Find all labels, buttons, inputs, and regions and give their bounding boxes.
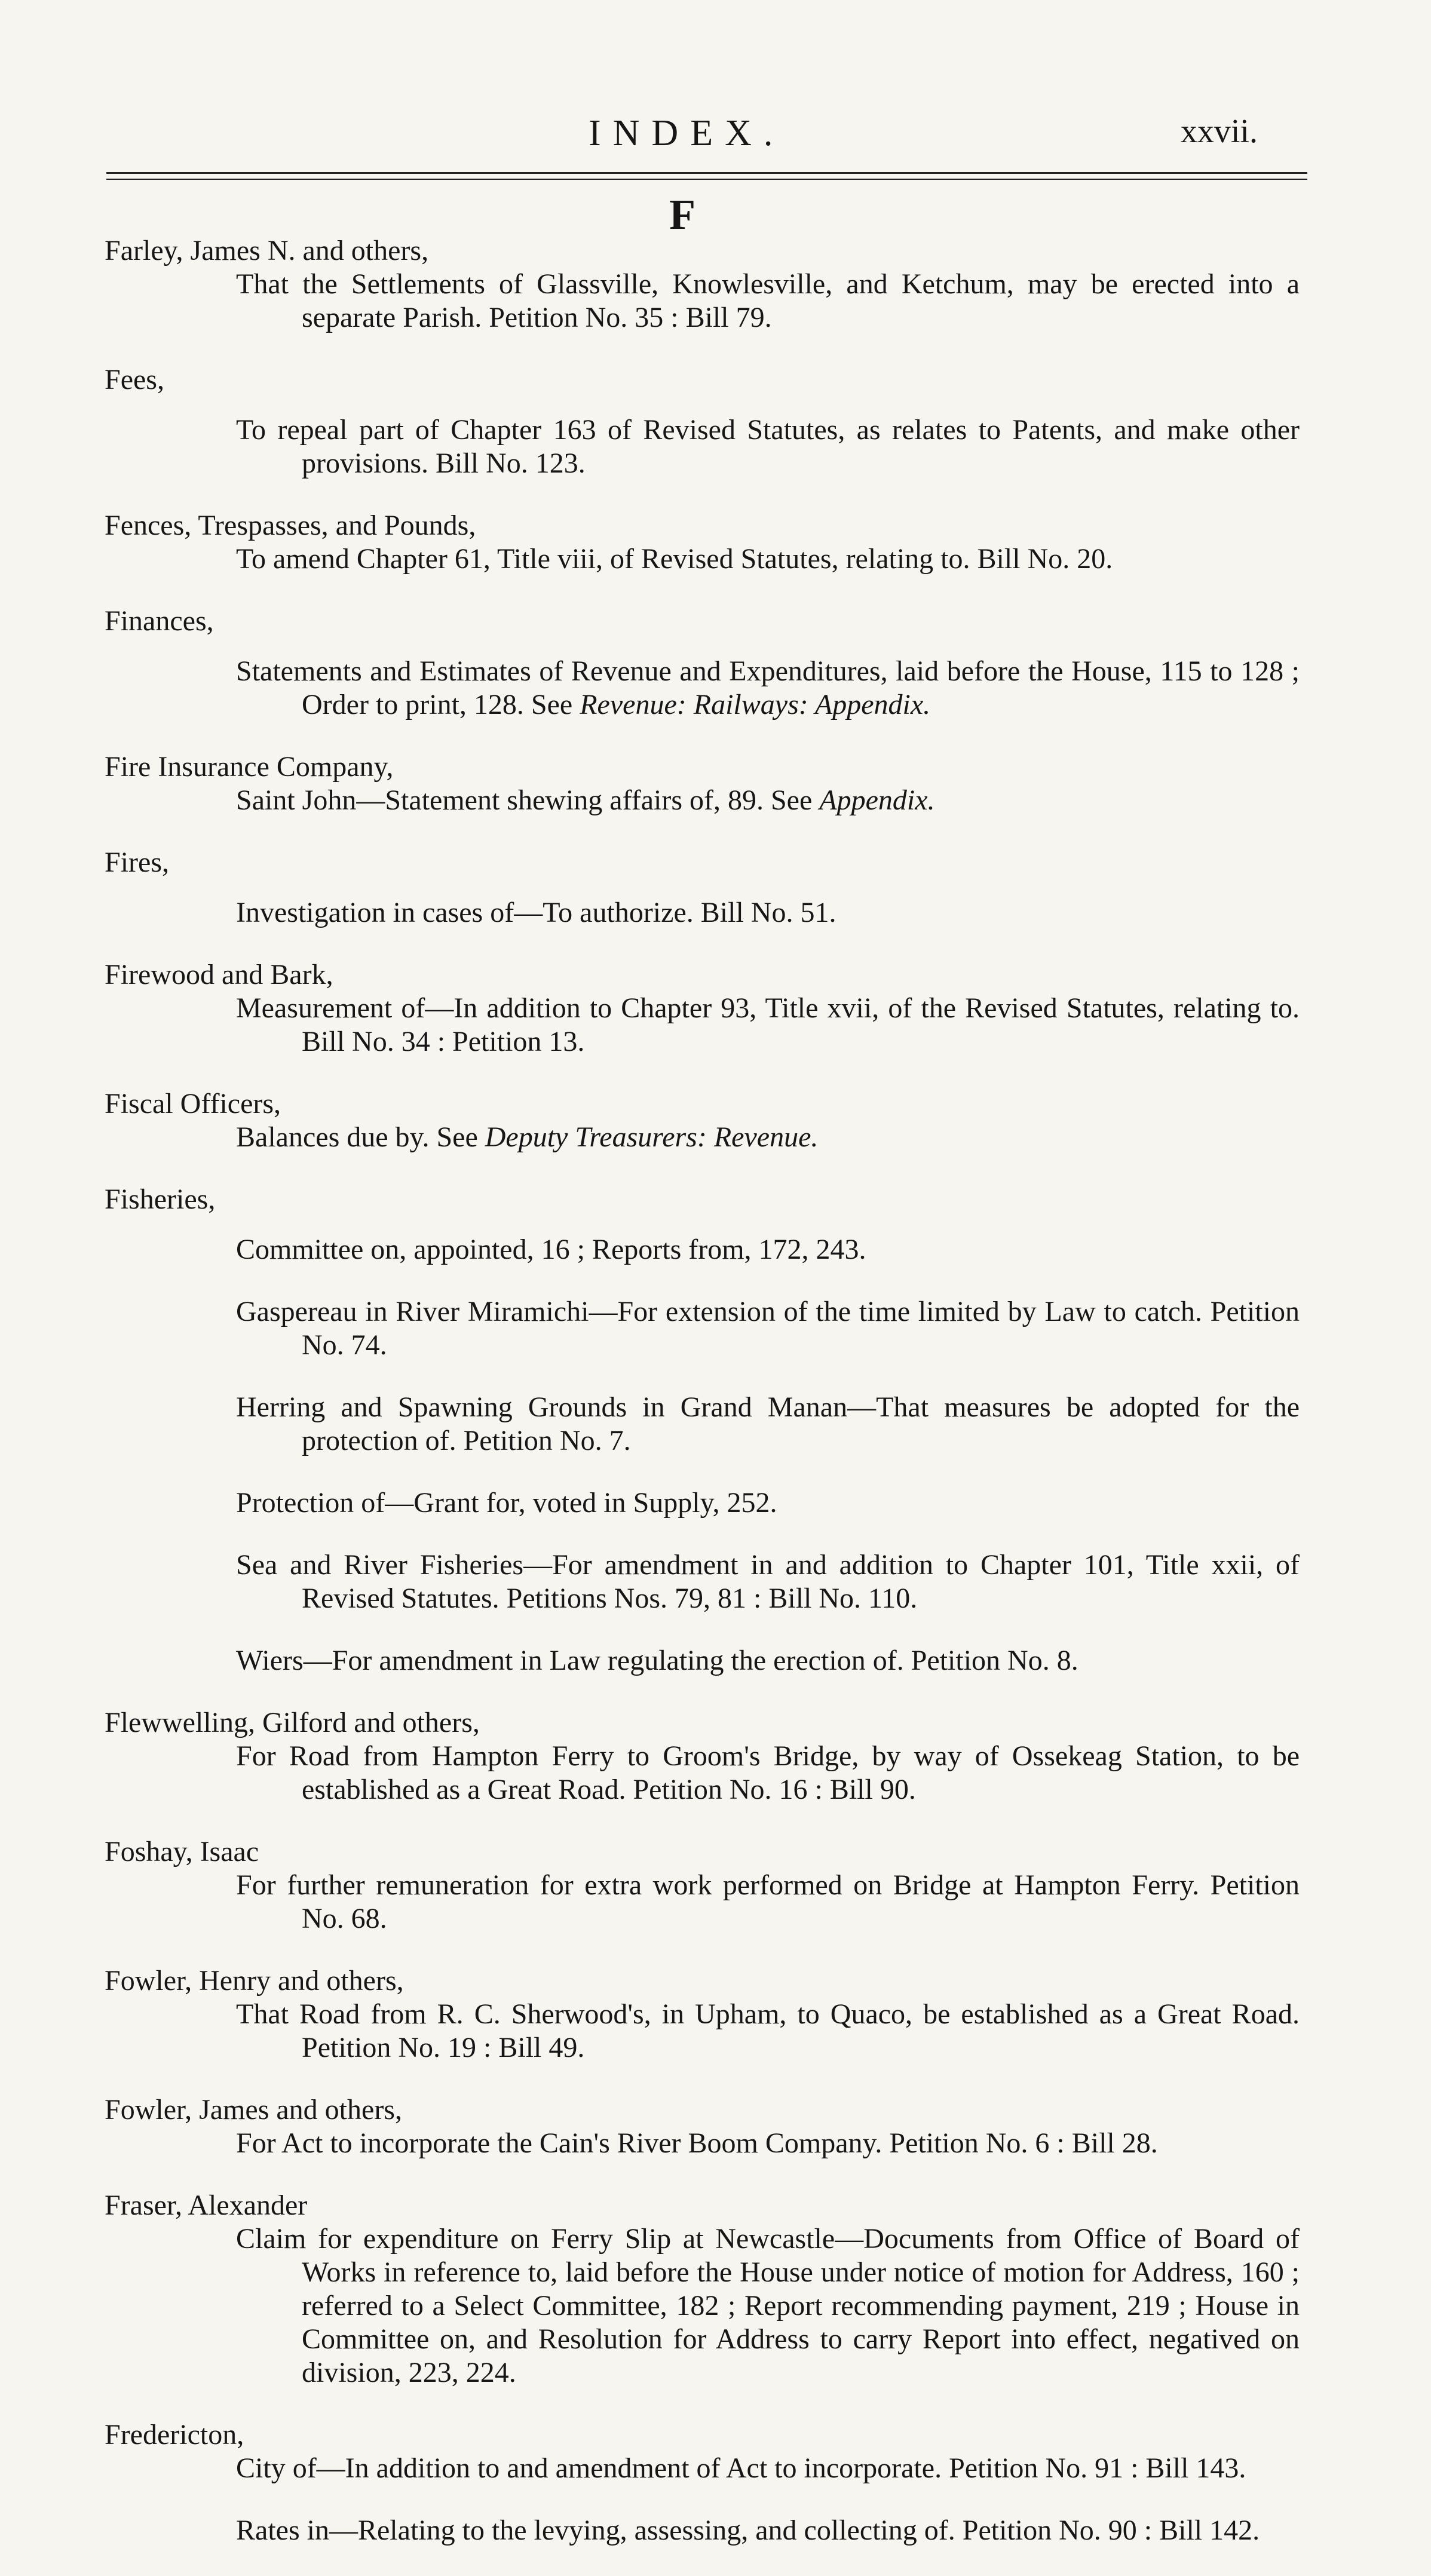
see-reference: Revenue: Railways: Appendix.: [580, 689, 931, 720]
entry-heading: Farley, James N. and others,: [105, 235, 429, 266]
entry-subentry: [170, 1740, 1300, 1807]
entry-subentry: [170, 784, 1300, 817]
subentry-text: For further remuneration for extra work performed on Bridge at Hampton Ferry. Petition No. 68.: [236, 1869, 1300, 1934]
index-entry: [105, 846, 1300, 930]
index-entry: [105, 605, 1300, 722]
entry-subentry: [170, 1998, 1300, 2065]
subentry-text: Investigation in cases of—To authorize. Bill No. 51.: [236, 897, 836, 928]
entry-subentry: [170, 413, 1300, 480]
entry-heading: Fiscal Officers,: [105, 1088, 281, 1120]
subentry-text: For Road from Hampton Ferry to Groom's Bridge, by way of Ossekeag Station, to be established as a Great Road. Petition No. 16 : Bill 90.: [236, 1740, 1300, 1805]
index-entry: [105, 509, 1300, 576]
entry-heading: Fees,: [105, 364, 164, 395]
entry-subentry: [170, 2222, 1300, 2390]
subentry-text: To amend Chapter 61, Title viii, of Revised Statutes, relating to. Bill No. 20.: [236, 543, 1113, 575]
entry-subentry: [170, 1121, 1300, 1154]
entry-subentry: [170, 2127, 1300, 2160]
index-entry: [105, 2418, 1300, 2547]
entry-heading: Foshay, Isaac: [105, 1836, 259, 1867]
index-entry: [105, 958, 1300, 1059]
entry-heading: Fences, Trespasses, and Pounds,: [105, 510, 476, 541]
index-entries: [105, 234, 1300, 2576]
subentry-text: That Road from R. C. Sherwood's, in Upham, to Quaco, be established as a Great Road. Petition No. 19 : Bill 49.: [236, 1998, 1300, 2063]
entry-subentry: [170, 992, 1300, 1059]
entry-subentry: [170, 2452, 1300, 2485]
entry-subentry: [170, 896, 1300, 930]
subentry-text: Measurement of—In addition to Chapter 93, Title xvii, of the Revised Statutes, relating to. Bill No. 34 : Petition 13.: [236, 992, 1300, 1057]
index-entry: [105, 2093, 1300, 2160]
entry-heading: Flewwelling, Gilford and others,: [105, 1707, 480, 1738]
entry-heading: Fredericton,: [105, 2419, 244, 2451]
subentry-text: City of—In addition to and amendment of Act to incorporate. Petition No. 91 : Bill 143.: [236, 2452, 1246, 2484]
index-entry: [105, 363, 1300, 480]
subentry-text: Claim for expenditure on Ferry Slip at Newcastle—Documents from Office of Board of Works in reference to, laid before the House under notice of motion for Address, 160 ; referred to a Select Committee, 182 ; Report recommending payment, 219 ; House in Committee on, and Resolution for Address to carry Report into effect, negatived on division, 223, 224.: [236, 2223, 1300, 2388]
entry-subentry: [170, 1644, 1300, 1678]
index-entry: [105, 234, 1300, 335]
entry-heading: Fire Insurance Company,: [105, 751, 394, 783]
subentry-text: Sea and River Fisheries—For amendment in and addition to Chapter 101, Title xxii, of Revised Statutes. Petitions Nos. 79, 81 : Bill No. 110.: [236, 1549, 1300, 1614]
index-entry: [105, 1087, 1300, 1154]
index-entry: [105, 1964, 1300, 2065]
entry-subentry: [170, 542, 1300, 576]
subentry-text: For Act to incorporate the Cain's River Boom Company. Petition No. 6 : Bill 28.: [236, 2127, 1158, 2159]
subentry-text: Rates in—Relating to the levying, assessing, and collecting of. Petition No. 90 : Bill 142.: [236, 2514, 1260, 2546]
index-entry: [105, 2189, 1300, 2390]
subentry-text: Wiers—For amendment in Law regulating the erection of. Petition No. 8.: [236, 1645, 1078, 1676]
entry-subentry: [170, 1548, 1300, 1615]
index-entry: [105, 1835, 1300, 1936]
entry-heading: Fowler, James and others,: [105, 2094, 402, 2126]
entry-subentry: [170, 655, 1300, 722]
header-rule-thick: [106, 172, 1307, 174]
entry-subentry: [170, 268, 1300, 335]
subentry-text: To repeal part of Chapter 163 of Revised Statutes, as relates to Patents, and make other provisions. Bill No. 123.: [236, 414, 1300, 479]
entry-heading: Fisheries,: [105, 1183, 216, 1215]
subentry-text: That the Settlements of Glassville, Knowlesville, and Ketchum, may be erected into a separate Parish. Petition No. 35 : Bill 79.: [236, 268, 1300, 333]
subentry-text: Protection of—Grant for, voted in Supply, 252.: [236, 1487, 777, 1519]
page-title: INDEX.: [589, 113, 785, 154]
entry-subentry: [170, 1295, 1300, 1362]
entry-heading: Fowler, Henry and others,: [105, 1965, 404, 1997]
index-entry: [105, 1183, 1300, 1678]
subentry-text: Statements and Estimates of Revenue and Expenditures, laid before the House, 115 to 128 ; Order to print, 128. See: [236, 655, 1300, 720]
index-entry: [105, 750, 1300, 817]
page-number: xxvii.: [1180, 113, 1258, 150]
subentry-text: Gaspereau in River Miramichi—For extension of the time limited by Law to catch. Petition No. 74.: [236, 1296, 1300, 1361]
entry-subentry: [170, 2514, 1300, 2547]
entry-heading: Fraser, Alexander: [105, 2189, 308, 2221]
subentry-text: Committee on, appointed, 16 ; Reports from, 172, 243.: [236, 1234, 866, 1265]
header-rule-thin: [106, 179, 1307, 180]
index-entry: [105, 1706, 1300, 1807]
entry-subentry: [170, 1486, 1300, 1520]
subentry-text: Balances due by. See: [236, 1121, 485, 1153]
entry-subentry: [170, 1869, 1300, 1936]
entry-subentry: [170, 1233, 1300, 1266]
page-header: [0, 112, 1431, 160]
see-reference: Deputy Treasurers: Revenue.: [485, 1121, 819, 1153]
subentry-text: Saint John—Statement shewing affairs of, 89. See: [236, 784, 820, 816]
entry-heading: Finances,: [105, 605, 214, 637]
section-letter: F: [669, 191, 695, 238]
entry-heading: Firewood and Bark,: [105, 959, 333, 990]
entry-heading: Fires,: [105, 847, 169, 878]
entry-subentry: [170, 1391, 1300, 1458]
subentry-text: Herring and Spawning Grounds in Grand Manan—That measures be adopted for the protection of. Petition No. 7.: [236, 1391, 1300, 1456]
see-reference: Appendix.: [819, 784, 935, 816]
